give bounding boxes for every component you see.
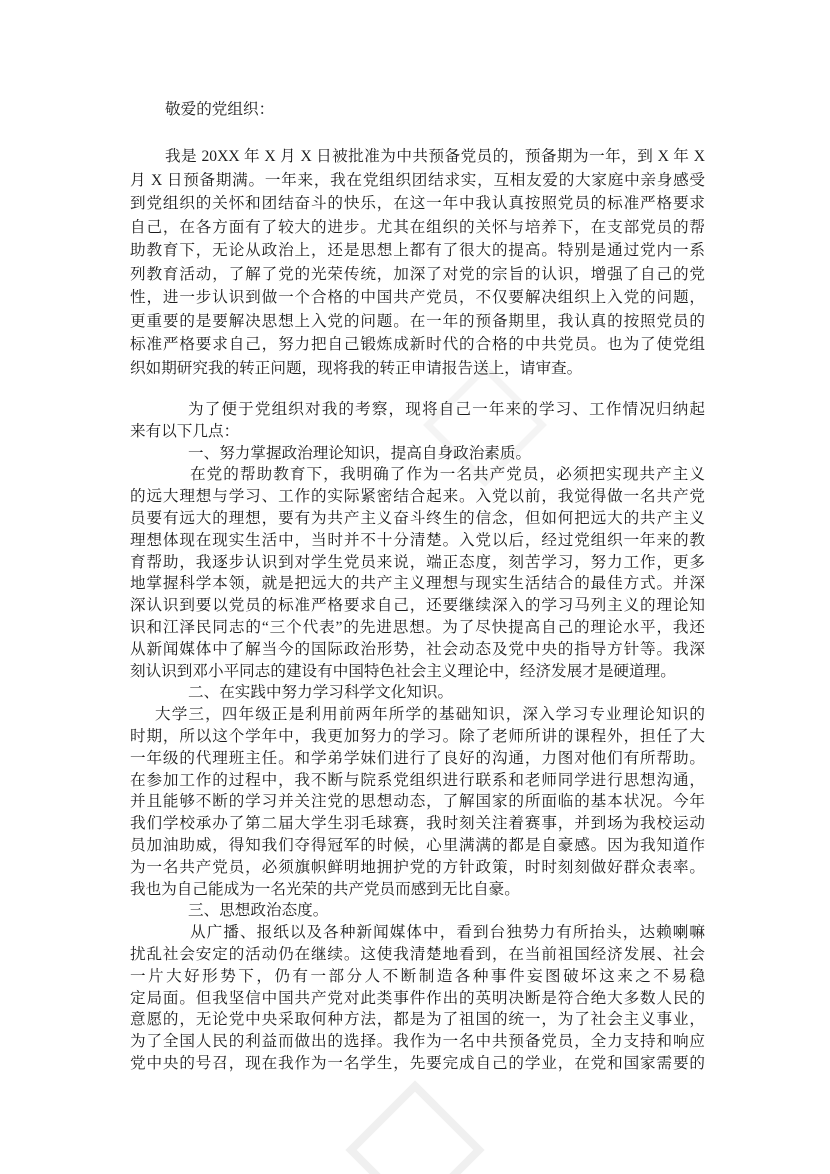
text-line: 意愿的，无论党中央采取何种方法，都是为了祖国的统一，为了社会主义事业， — [130, 1011, 705, 1029]
text-line: 来有以下几点： — [130, 422, 240, 440]
text-line: 的远大理想与学习、工作的实际紧密结合起来。入党以前，我觉得做一名共产党 — [130, 488, 705, 506]
text-line: 一年级的代理班主任。和学弟学妹们进行了良好的沟通，力图对他们有所帮助。 — [130, 749, 705, 767]
watermark-shape — [351, 1086, 479, 1174]
text-line: 员加油助威，得知我们夺得冠军的时候，心里满满的都是自豪感。因为我知道作 — [130, 836, 705, 854]
text-line: 地掌握科学本领，就是把远大的共产主义理想与现实生活结合的最佳方式。并深 — [130, 575, 705, 593]
section-2-paragraph — [130, 704, 705, 900]
text-line: 在参加工作的过程中，我不断与院系党组织进行联系和老师同学进行思想沟通， — [130, 771, 705, 789]
text-line: 织如期研究我的转正问题，现将我的转正申请报告送上，请审查。 — [130, 359, 583, 377]
text-line: 我们学校承办了第二届大学生羽毛球赛，我时刻关注着赛事，并到场为我校运动 — [130, 815, 705, 833]
text-line: 深认识到要以党员的标准严格要求自己，还要继续深入的学习马列主义的理论知 — [130, 597, 705, 615]
text-line: 我是 20XX 年 X 月 X 日被批准为中共预备党员的，预备期为一年，到 X 年 X — [165, 148, 705, 165]
text-line: 并且能够不断的学习并关注党的思想动态，了解国家的所面临的基本状况。今年 — [130, 793, 705, 811]
section-1-paragraph — [130, 464, 705, 682]
text-line: 我也为自己能成为一名光荣的共产党员而感到无比自豪。 — [130, 880, 520, 898]
text-line: 到党组织的关怀和团结奋斗的快乐，在这一年中我认真按照党员的标准严格要求 — [130, 195, 705, 212]
section-3-paragraph — [130, 922, 705, 1075]
text-line: 更重要的是要解决思想上入党的问题。在一年的预备期里，我认真的按照党员的 — [130, 312, 705, 330]
section-2-heading: 二、在实践中努力学习科学文化知识。 — [188, 684, 454, 702]
text-line: 在党的帮助教育下，我明确了作为一名共产党员，必须把实现共产主义 — [190, 466, 705, 484]
text-line: 定局面。但我坚信中国共产党对此类事件作出的英明决断是符合绝大多数人民的 — [130, 989, 705, 1007]
text-line: 一片大好形势下，仍有一部分人不断制造各种事件妄图破坏这来之不易稳 — [130, 967, 705, 985]
overview-paragraph — [130, 399, 705, 443]
text-line: 月 X 日预备期满。一年来，我在党组织团结求实，互相友爱的大家庭中亲身感受 — [130, 171, 705, 189]
text-line: 党中央的号召，现在我作为一名学生，先要完成自己的学业，在党和国家需要的 — [130, 1054, 705, 1072]
text-line: 刻认识到邓小平同志的建设有中国特色社会主义理论中，经济发展才是硬道理。 — [130, 662, 676, 680]
text-line: 大学三，四年级正是利用前两年所学的基础知识，深入学习专业理论知识的 — [155, 706, 705, 724]
text-line: 从广播、报纸以及各种新闻媒体中，看到台独势力有所抬头，达赖喇嘛 — [190, 924, 705, 942]
text-line: 为了便于党组织对我的考察，现将自己一年来的学习、工作情况归纳起 — [188, 401, 705, 418]
section-1-heading: 一、努力掌握政治理论知识，提高自身政治素质。 — [188, 444, 532, 462]
text-line: 为一名共产党员，必须旗帜鲜明地拥护党的方针政策，时时刻刻做好群众表率。 — [130, 858, 705, 876]
text-line: 扰乱社会安定的活动仍在继续。这使我清楚地看到，在当前祖国经济发展、社会 — [130, 945, 705, 963]
text-line: 自己，在各方面有了较大的进步。尤其在组织的关怀与培养下，在支部党员的帮 — [130, 218, 705, 236]
text-line: 理想体现在现实生活中，当时并不十分清楚。入党以后，经过党组织一年来的教 — [130, 531, 705, 549]
salutation: 敬爱的党组织： — [165, 101, 275, 118]
intro-paragraph — [130, 145, 705, 380]
section-3-heading: 三、思想政治态度。 — [188, 902, 329, 920]
text-line: 为了全国人民的利益而做出的选择。我作为一名中共预备党员，全力支持和响应 — [130, 1033, 705, 1051]
text-line: 员要有远大的理想，要有为共产主义奋斗终生的信念，但如何把远大的共产主义 — [130, 509, 705, 527]
body-content — [130, 399, 705, 1075]
text-line: 识和江泽民同志的“三个代表”的先进思想。为了尽快提高自己的理论水平，我还 — [130, 618, 705, 636]
watermark-logo-bottom — [345, 1080, 485, 1174]
salutation-block — [130, 98, 705, 122]
text-line: 从新闻媒体中了解当今的国际政治形势，社会动态及党中央的指导方针等。我深 — [130, 640, 705, 658]
text-line: 标准严格要求自己，努力把自己锻炼成新时代的合格的中共党员。也为了使党组 — [130, 336, 705, 353]
text-line: 育帮助，我逐步认识到对学生党员来说，端正态度，刻苦学习，努力工作，更多 — [130, 553, 705, 571]
text-line: 时期，所以这个学年中，我更加努力的学习。除了老师所讲的课程外，担任了大 — [130, 727, 705, 745]
text-line: 助教育下，无论从政治上，还是思想上都有了很大的提高。特别是通过党内一系 — [130, 242, 705, 259]
text-line: 性，进一步认识到做一个合格的中国共产党员，不仅要解决组织上入党的问题， — [130, 289, 705, 306]
text-line: 列教育活动，了解了党的光荣传统，加深了对党的宗旨的认识，增强了自己的党 — [130, 265, 705, 283]
